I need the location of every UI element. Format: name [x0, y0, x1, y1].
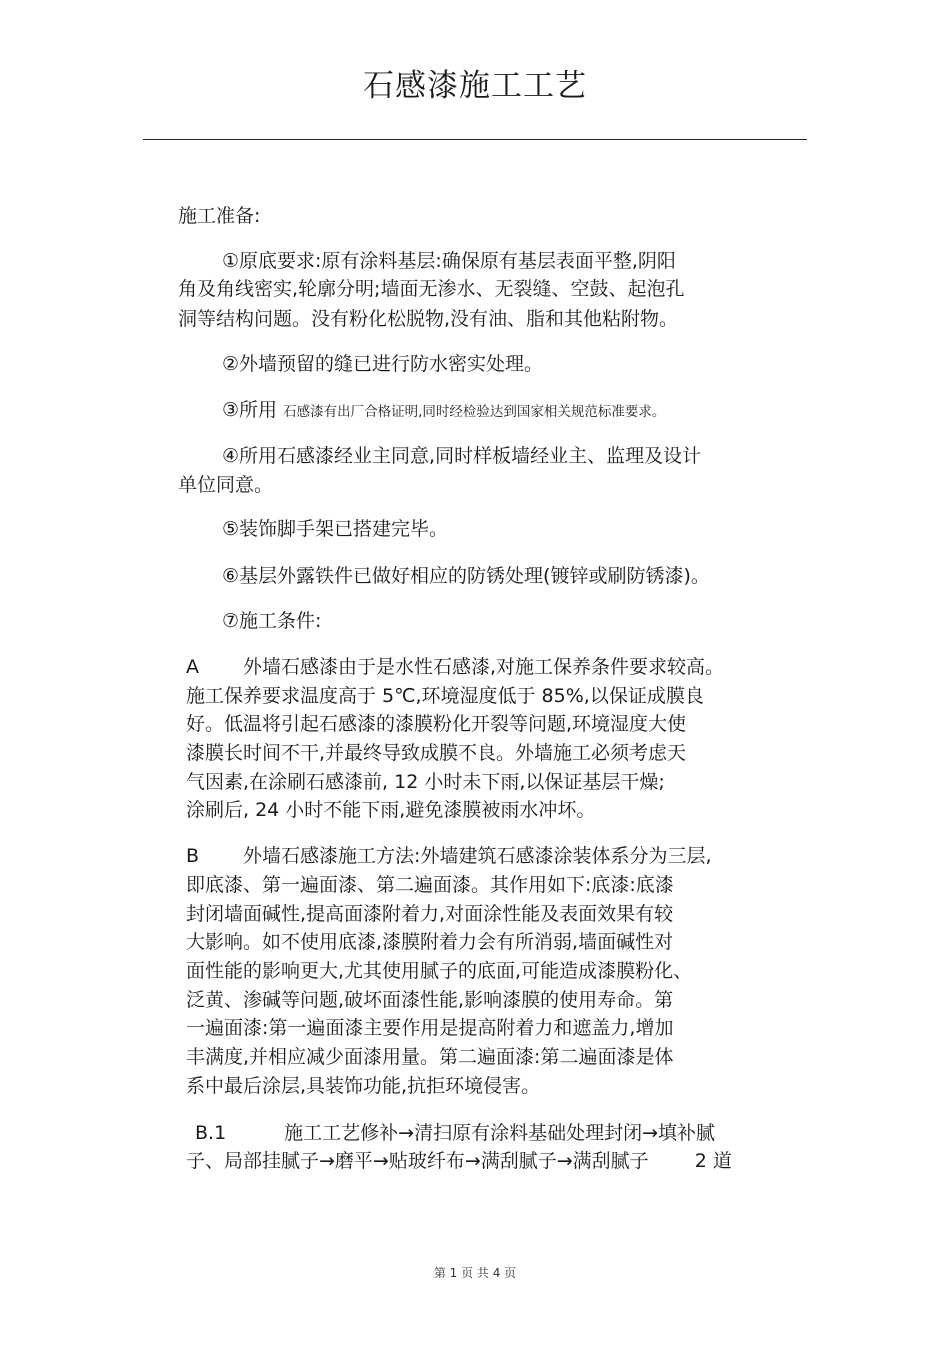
- item5: ⑤装饰脚手架已搭建完毕。: [222, 518, 449, 540]
- para-b1-label: B.1: [195, 1122, 227, 1144]
- para-b1-line2-text: 子、局部挂腻子→磨平→贴玻纤布→满刮腻子→满刮腻子: [186, 1150, 649, 1172]
- item3: [222, 397, 665, 425]
- para-b-line2: 即底漆、第一遍面漆、第二遍面漆。其作用如下:底漆:底漆: [186, 874, 674, 896]
- para-a-line4: 漆膜长时间不干,并最终导致成膜不良。外墙施工必须考虑天: [186, 742, 687, 764]
- para-b-line9: 系中最后涂层,具装饰功能,抗拒环境侵害。: [186, 1075, 541, 1097]
- para-a-line3: 好。低温将引起石感漆的漆膜粉化开裂等问题,环境湿度大使: [186, 713, 687, 735]
- para-a-line2: 施工保养要求温度高于 5℃,环境湿度低于 85%,以保证成膜良: [186, 685, 704, 707]
- item2: ②外墙预留的缝已进行防水密实处理。: [222, 353, 544, 375]
- item1-line1: ①原底要求:原有涂料基层:确保原有基层表面平整,阴阳: [222, 250, 676, 272]
- item4-line2: 单位同意。: [178, 474, 274, 496]
- section-heading: 施工准备:: [178, 205, 261, 227]
- para-b-line3: 封闭墙面碱性,提高面漆附着力,对面涂性能及表面效果有较: [186, 903, 674, 925]
- para-a-line6: 涂刷后, 24 小时不能下雨,避免漆膜被雨水冲坏。: [186, 799, 596, 821]
- para-b-line5: 面性能的影响更大,尤其使用腻子的底面,可能造成漆膜粉化、: [186, 960, 693, 982]
- para-b-line1-text: 外墙石感漆施工方法:外墙建筑石感漆涂装体系分为三层,: [243, 845, 712, 867]
- para-b-line1: [186, 843, 712, 869]
- para-b1-line2-tail: 2 道: [694, 1150, 732, 1172]
- para-a-line5: 气因素,在涂刷石感漆前, 12 小时未下雨,以保证基层干燥;: [186, 771, 665, 793]
- para-b-label: B: [186, 845, 200, 867]
- item1-line3: 洞等结构问题。没有粉化松脱物,没有油、脂和其他粘附物。: [178, 308, 679, 330]
- para-b1-line1-text: 施工工艺修补→清扫原有涂料基础处理封闭→填补腻: [284, 1122, 716, 1144]
- item3-prefix: ③所用: [222, 399, 278, 421]
- para-b1-line2: [186, 1148, 732, 1174]
- page-footer: 第 1 页 共 4 页: [433, 1266, 517, 1280]
- item6: ⑥基层外露铁件已做好相应的防锈处理(镀锌或刷防锈漆)。: [222, 565, 710, 587]
- para-b-line8: 丰满度,并相应减少面漆用量。第二遍面漆:第二遍面漆是体: [186, 1046, 674, 1068]
- item4-line1: ④所用石感漆经业主同意,同时样板墙经业主、监理及设计: [222, 445, 702, 467]
- title-divider: [143, 139, 807, 140]
- para-a-label: A: [186, 656, 199, 678]
- para-a-line1: [186, 654, 724, 680]
- item7: ⑦施工条件:: [222, 610, 322, 632]
- item3-small-text: 石感漆有出厂合格证明,同时经检验达到国家相关规范标准要求。: [283, 404, 666, 420]
- document-title: 石感漆施工工艺: [363, 68, 587, 104]
- para-b-line6: 泛黄、渗碱等问题,破坏面漆性能,影响漆膜的使用寿命。第: [186, 989, 674, 1011]
- para-a-line1-text: 外墙石感漆由于是水性石感漆,对施工保养条件要求较高。: [243, 656, 725, 678]
- para-b-line7: 一遍面漆:第一遍面漆主要作用是提高附着力和遮盖力,增加: [186, 1017, 674, 1039]
- para-b-line4: 大影响。如不使用底漆,漆膜附着力会有所消弱,墙面碱性对: [186, 931, 674, 953]
- item1-line2: 角及角线密实,轮廓分明;墙面无渗水、无裂缝、空鼓、起泡孔: [178, 278, 685, 300]
- para-b1-line1: [195, 1120, 715, 1146]
